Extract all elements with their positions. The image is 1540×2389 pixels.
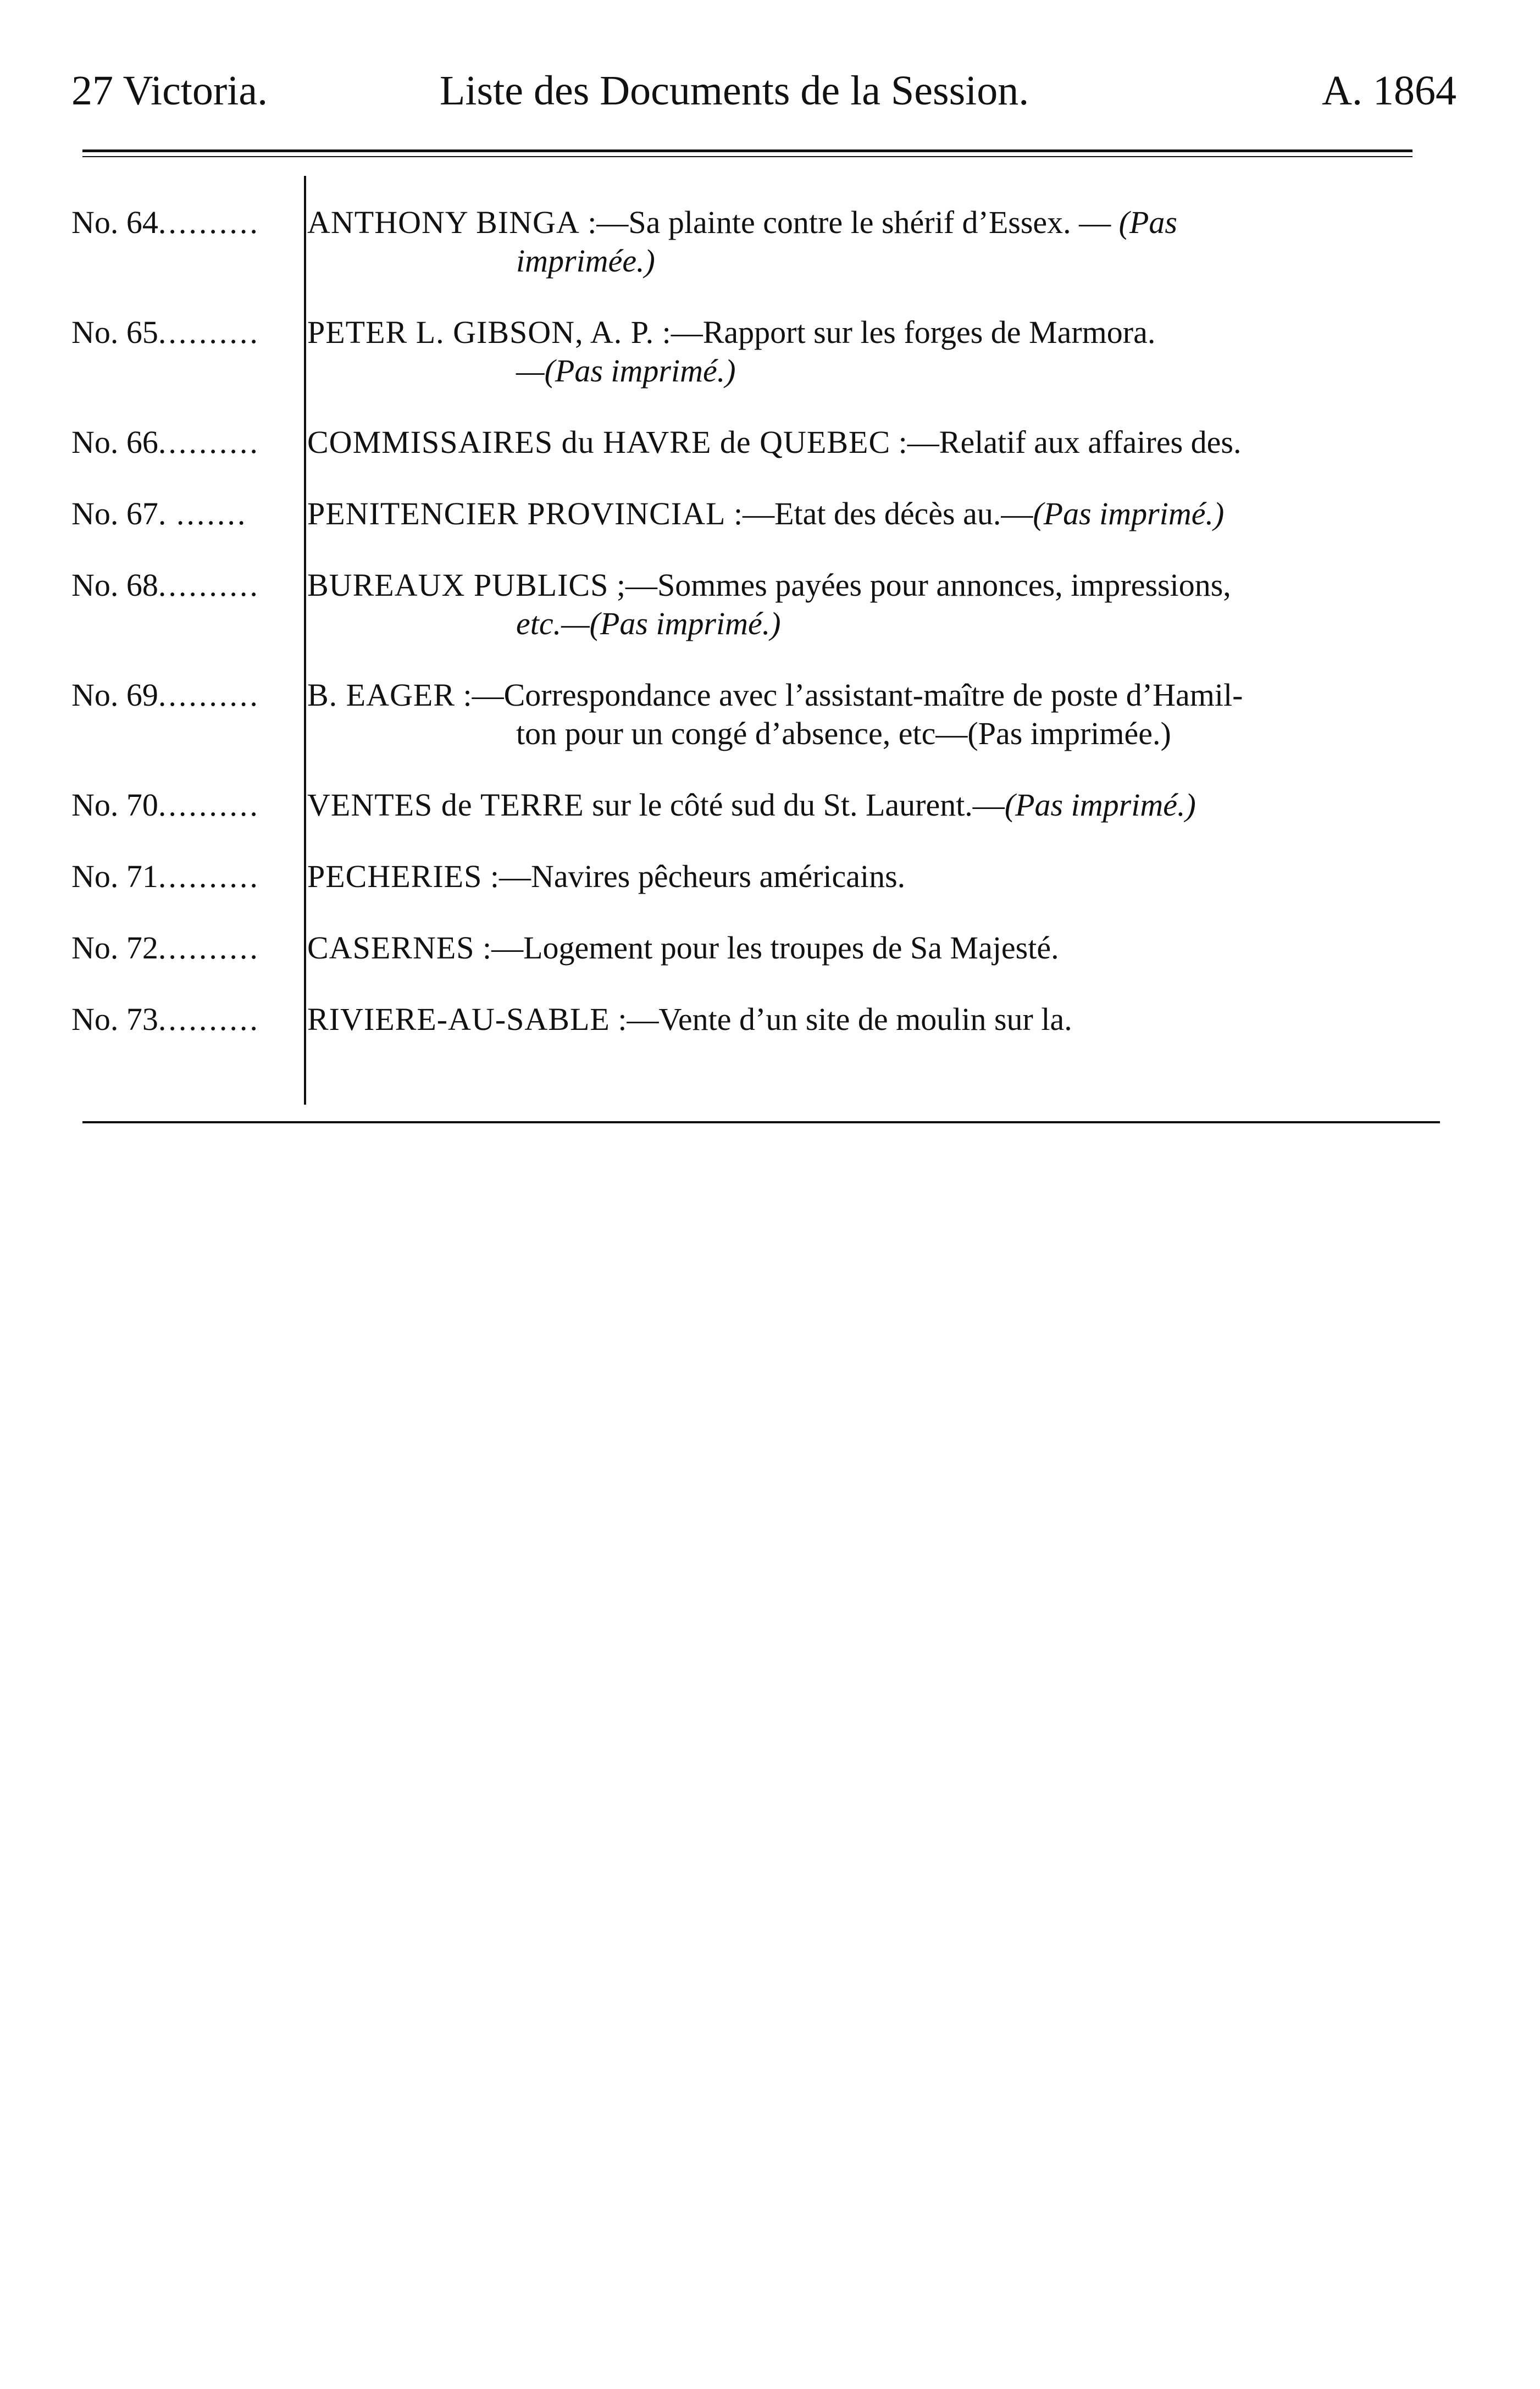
header-year: A. 1864	[1322, 68, 1456, 114]
list-item	[71, 1000, 1467, 1039]
entry-description: PENITENCIER PROVINCIAL :—Etat des décès au.—(Pas imprimé.)	[307, 496, 1225, 531]
list-item	[71, 676, 1467, 753]
entry-number: No. 65..........	[71, 314, 260, 350]
entry-name: VENTES de TERRE	[307, 787, 584, 823]
footer-rule	[82, 1121, 1440, 1123]
header-regnal-year: 27 Victoria.	[71, 68, 268, 114]
header-rule	[82, 149, 1412, 152]
entry-number: No. 64..........	[71, 204, 260, 240]
entry-number: No. 73..........	[71, 1001, 260, 1037]
list-item	[71, 203, 1467, 280]
entry-description: RIVIERE-AU-SABLE :—Vente d’un site de moulin sur la.	[307, 1001, 1072, 1037]
entry-number: No. 66..........	[71, 424, 260, 460]
document-list	[71, 187, 1467, 1039]
entry-number: No. 69..........	[71, 677, 260, 713]
entry-number: No. 72..........	[71, 930, 260, 966]
list-item	[71, 929, 1467, 967]
list-item	[71, 566, 1467, 643]
list-item	[71, 495, 1467, 533]
entry-number: No. 70..........	[71, 787, 260, 823]
list-item	[71, 786, 1467, 824]
list-item	[71, 423, 1467, 462]
entry-name: B. EAGER	[307, 677, 455, 713]
entry-description: ANTHONY BINGA :—Sa plainte contre le shérif d’Essex. — (Pas imprimée.)	[307, 204, 1177, 279]
entry-description: PETER L. GIBSON, A. P. :—Rapport sur les forges de Marmora. —(Pas imprimé.)	[307, 314, 1156, 389]
entry-name: RIVIERE-AU-SABLE	[307, 1001, 610, 1037]
entry-number: No. 68..........	[71, 567, 260, 603]
header-rule-thin	[82, 156, 1412, 157]
entry-number: No. 71..........	[71, 858, 260, 894]
page-header	[71, 60, 1456, 121]
entry-description: BUREAUX PUBLICS ;—Sommes payées pour annonces, impressions, etc.—(Pas imprimé.)	[307, 567, 1231, 641]
list-item	[71, 313, 1467, 390]
entry-description: COMMISSAIRES du HAVRE de QUEBEC :—Relatif aux affaires des.	[307, 424, 1242, 460]
entry-name: ANTHONY BINGA	[307, 204, 580, 240]
entry-description: PECHERIES :—Navires pêcheurs américains.	[307, 858, 906, 894]
entry-description: CASERNES :—Logement pour les troupes de Sa Majesté.	[307, 930, 1059, 966]
entry-name: BUREAUX PUBLICS	[307, 567, 609, 603]
entry-name: PECHERIES	[307, 858, 483, 894]
entry-name: PENITENCIER PROVINCIAL	[307, 496, 726, 531]
entry-description: VENTES de TERRE sur le côté sud du St. Laurent.—(Pas imprimé.)	[307, 787, 1196, 823]
entry-name: COMMISSAIRES du HAVRE de QUEBEC	[307, 424, 891, 460]
entry-description: B. EAGER :—Correspondance avec l’assistant-maître de poste d’Hamil- ton pour un congé d’absence, etc—(Pas imprimée.)	[307, 677, 1243, 751]
entry-number: No. 67. .......	[71, 496, 248, 531]
header-title: Liste des Documents de la Session.	[440, 68, 1029, 114]
list-item	[71, 857, 1467, 896]
entry-name: CASERNES	[307, 930, 475, 966]
entry-name: PETER L. GIBSON, A. P.	[307, 314, 655, 350]
